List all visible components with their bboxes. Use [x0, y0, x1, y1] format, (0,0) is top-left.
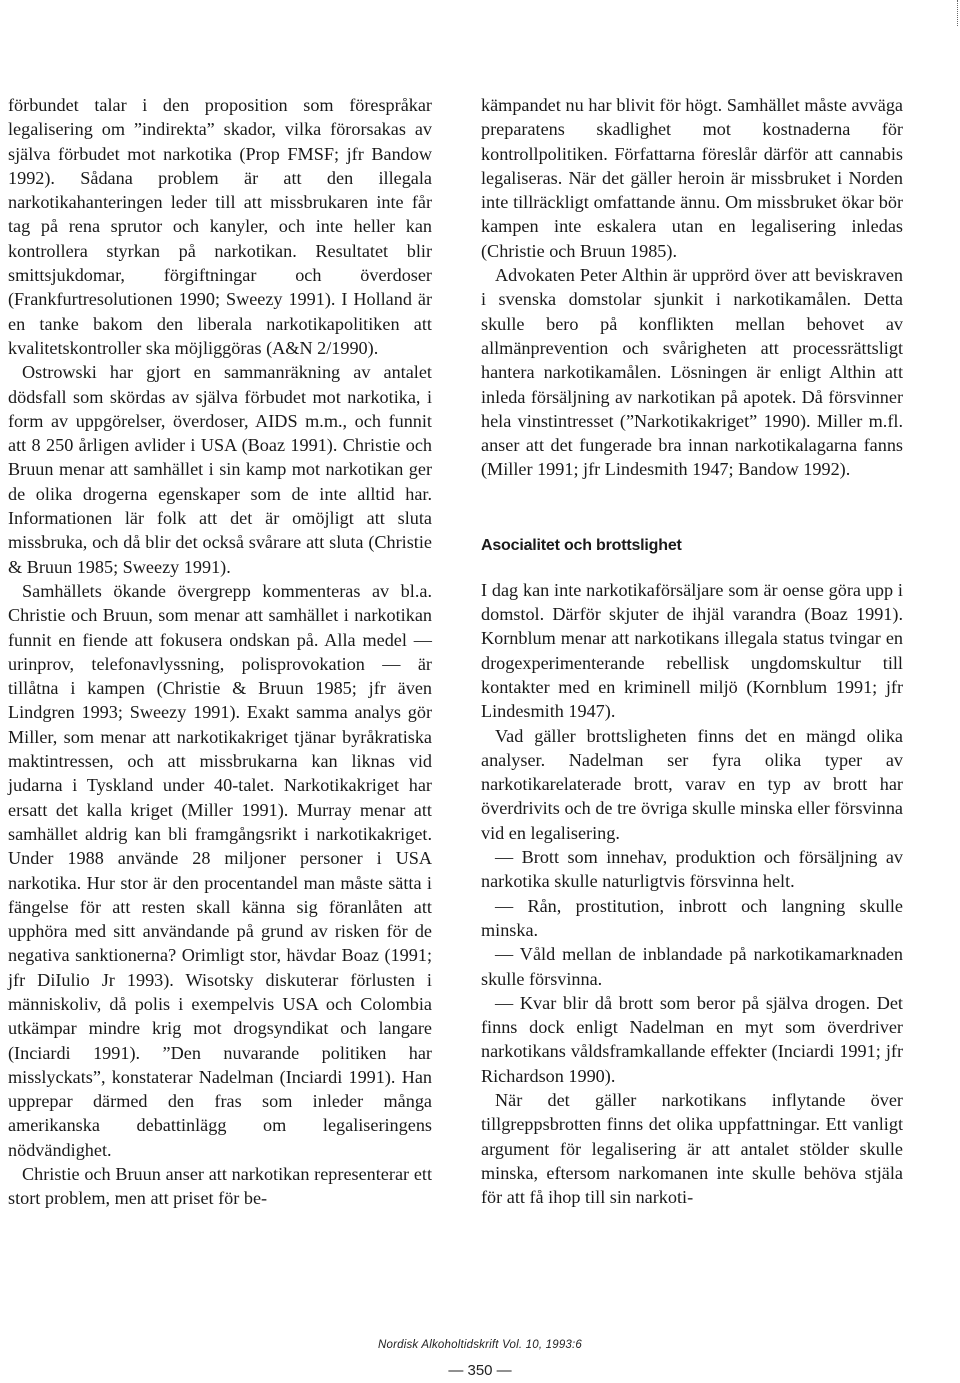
paragraph: Ostrowski har gjort en sammanräkning av antalet dödsfall som skördas av själva förbudet mot narkotika, i form av uppgörelser, överdoser, AIDS m.m., och funnit att 8 250 årligen avlider i USA (Boaz 1991). Christie och Bruun menar att samhället i sin kamp mot narkotikan ger de olika drogerna egenskaper som de inte alltid har. Informationen lär folk att det är omöjligt att sluta missbruka, och då blir det också svårare att sluta (Christie & Bruun 1985; Sweezy 1991).: [8, 362, 432, 577]
right-column: [481, 93, 903, 1209]
list-item: — Rån, prostitution, inbrott och langning skulle minska.: [481, 895, 903, 940]
list-item: — Våld mellan de inblandade på narkotikamarknaden skulle försvinna.: [481, 944, 903, 989]
paragraph: Samhällets ökande övergrepp kommenteras av bl.a. Christie och Bruun, som menar att samhället i narkotikan funnit en fiende att fokusera ondskan på. Alla medel — urinprov, telefonavlyssning, polisprovokation — är tillåtna i kampen (Christie & Bruun 1985; jfr även Lindgren 1993; Sweezy 1991). Exakt samma analys gör Miller, som menar att narkotikakriget tjänar byråkratiska maktintressen, och att missbrukarna kan liknas vid judarna i Tyskland under 40-talet. Narkotikakriget har ersatt det kalla kriget (Miller 1991). Murray menar att samhället aldrig kan bli framgångsrikt i narkotikakriget. Under 1988 använde 28 miljoner personer i USA narkotika. Hur stor är den procentandel man måste sätta i fängelse för att resten skall känna sig föranlåten att upphöra med sitt användande på grund av risken för de negativa sanktionerna? Orimligt stor, hävdar Boaz (1991; jfr DiIulio Jr 1993). Wisotsky diskuterar förlusten i människoliv, då polis i exempelvis USA och Colombia utkämpar mindre krig mot drogsyndikat och langare (Inciardi 1991). ”Den nuvarande politiken har misslyckats”, konstaterar Nadelman (Inciardi 1991). Han upprepar därmed den fras som inleder många amerikanska debattinlägg om legaliseringens nödvändighet.: [8, 580, 432, 1160]
paragraph: kämpandet nu har blivit för högt. Samhället måste avväga preparatens skadlighet mot kostnaderna för kontrollpolitiken. Författarna föreslår därför att cannabis legaliseras. När det gäller heroin är missbruket i Norden inte tillräckligt omfattande ännu. Om missbruket ökar bör kampen inte eskalera utan en legalisering inledas (Christie och Bruun 1985).: [481, 95, 903, 261]
left-column: [8, 93, 432, 1211]
paragraph: Christie och Bruun anser att narkotikan representerar ett stort problem, men att priset för be-: [8, 1164, 432, 1209]
list-item: — Kvar blir då brott som beror på själva drogen. Det finns dock enligt Nadelman en myt som överdriver narkotikans våldsframkallande effekter (Inciardi 1991; jfr Richardson 1990).: [481, 992, 903, 1086]
paragraph: Vad gäller brottsligheten finns det en mängd olika analyser. Nadelman ser fyra olika typer av narkotikarelaterade brott, varav en typ av brott har överdrivits och de tre övriga skulle minska eller försvinna vid en legalisering.: [481, 725, 903, 843]
scan-edge-mark: [957, 0, 959, 26]
page-number: — 350 —: [448, 1362, 512, 1379]
paragraph: Advokaten Peter Althin är upprörd över att beviskraven i svenska domstolar sjunkit i narkotikamålen. Detta skulle bero på konflikten mellan behovet av allmänprevention och svårigheten att processrättsligt hantera narkotikamålen. Lösningen är enligt Althin att inleda försäljning av narkotikan på apotek. Då försvinner hela vinstintresset (”Narkotikakriget” 1990). Miller m.fl. anser att det fungerade bra innan narkotikalagarna fanns (Miller 1991; jfr Lindesmith 1947; Bandow 1992).: [481, 265, 903, 480]
paragraph: När det gäller narkotikans inflytande över tillgreppsbrotten finns det olika uppfattningar. Ett vanligt argument för legalisering är att antalet stölder skulle minska, eftersom narkomanen inte skulle behöva stjäla för att få ihop till sin narkoti-: [481, 1089, 903, 1208]
section-heading: Asocialitet och brottslighet: [481, 536, 682, 554]
journal-footer: Nordisk Alkoholtidskrift Vol. 10, 1993:6: [377, 1339, 583, 1351]
list-item: — Brott som innehav, produktion och försäljning av narkotika skulle naturligtvis försvinna helt.: [481, 847, 903, 892]
paragraph: förbundet talar i den proposition som förespråkar legalisering om ”indirekta” skador, vilka förorsakas av själva förbudet mot narkotika (Prop FMSF; jfr Bandow 1992). Sådana problem är att den illegala narkotikahanteringen leder till att missbrukaren inte får tag på rena sprutor och kanyler, och inte heller kan kontrollera styrkan på narkotikan. Resultatet blir smittsjukdomar, förgiftningar och överdoser (Frankfurtresolutionen 1990; Sweezy 1991). I Holland är en tanke bakom den liberala narkotikapolitiken att kvalitetskontroller ska möjliggöras (A&N 2/1990).: [8, 95, 432, 358]
paragraph: I dag kan inte narkotikaförsäljare som är oense göra upp i domstol. Därför skjuter de ihjäl varandra (Boaz 1991). Kornblum menar att narkotikans illegala status tvingar en drogexperimenterande rebellisk ungdomskultur till kontakter med en kriminell miljö (Kornblum 1991; jfr Lindesmith 1947).: [481, 579, 903, 722]
